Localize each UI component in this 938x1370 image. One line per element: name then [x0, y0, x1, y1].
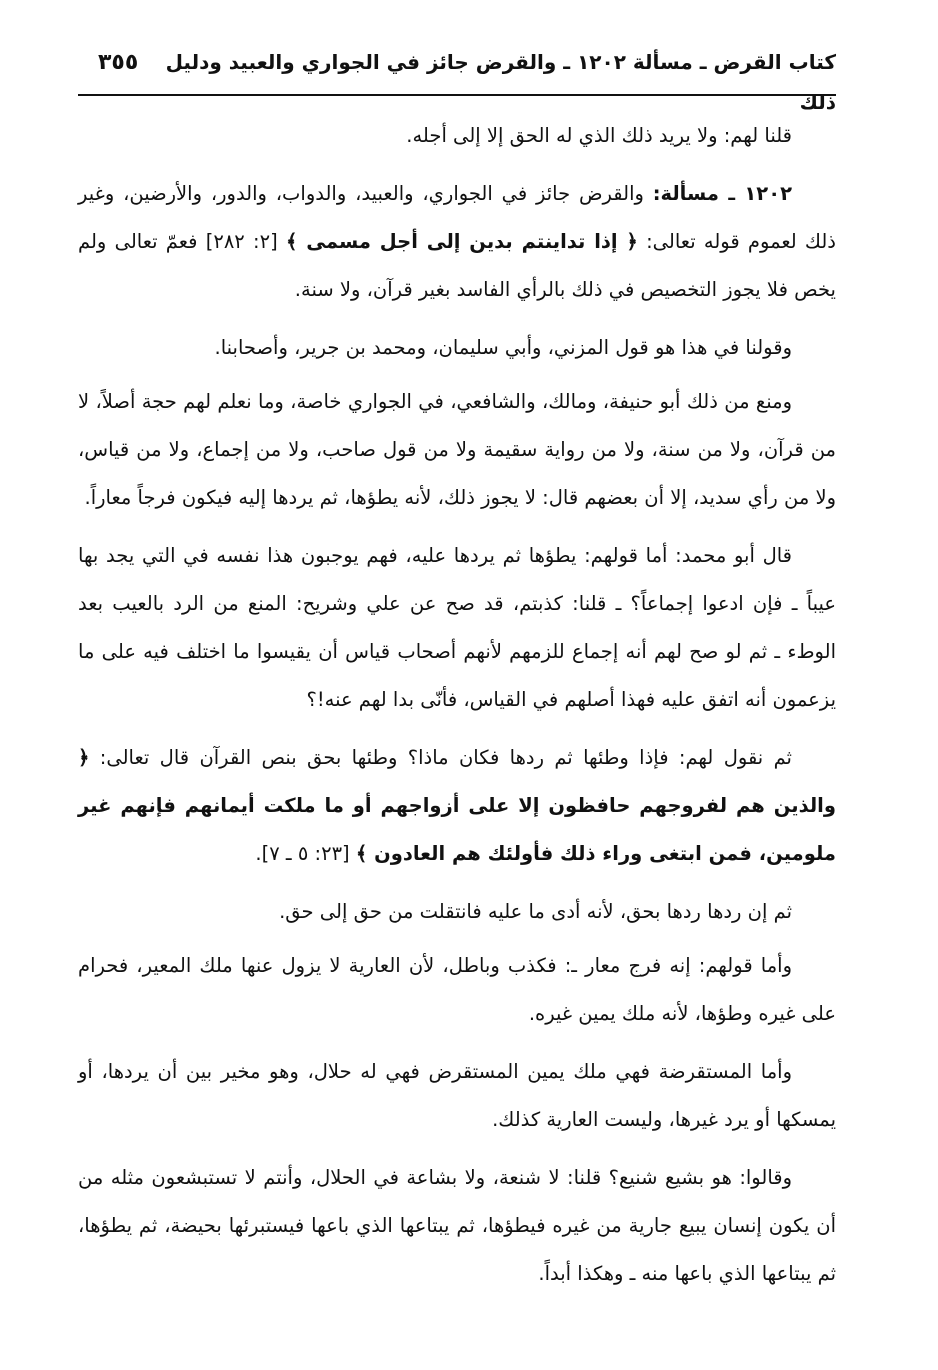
paragraph: ثم إن ردها ردها بحق، لأنه أدى ما عليه فانتقلت من حق إلى حق.	[279, 900, 792, 923]
quran-quote: ﴿ والذين هم لفروجهم حافظون إلا على أزواجهم أو ما ملكت أيمانهم فإنهم غير ملومين، فمن ابتغى وراء ذلك فأولئك هم العادون ﴾	[78, 746, 836, 865]
paragraph: ومنع من ذلك أبو حنيفة، ومالك، والشافعي، في الجواري خاصة، وما نعلم لهم حجة أصلاً، لا من قرآن، ولا من سنة، ولا من رواية سقيمة ولا من قول صاحب، ولا من إجماع، ولا من قياس، ولا من رأي سديد، إلا أن بعضهم قال: لا يجوز ذلك، لأنه يطؤها، ثم يردها إليه فيكون فرجاً معاراً.	[78, 390, 836, 509]
paragraph: قلنا لهم: ولا يريد ذلك الذي له الحق إلا إلى أجله.	[406, 124, 792, 147]
paragraph: وقولنا في هذا هو قول المزني، وأبي سليمان، ومحمد بن جرير، وأصحابنا.	[214, 336, 792, 359]
paragraph: وقالوا: هو بشيع شنيع؟ قلنا: لا شنعة، ولا بشاعة في الحلال، وأنتم لا تستبشعون مثله من أن يكون إنسان يبيع جارية من غيره فيطؤها، ثم يبتاعها الذي باعها فيستبرئها بحيضة، ثم يطؤها، ثم يبتاعها الذي باعها منه ـ وهكذا أبداً.	[78, 1166, 836, 1285]
paragraph: وأما قولهم: إنه فرج معار ـ: فكذب وباطل، لأن العارية لا يزول عنها ملك المعير، فحرام على غيره وطؤها، لأنه ملك يمين غيره.	[78, 954, 836, 1025]
paragraph: وأما المستقرضة فهي ملك يمين المستقرض فهي له حلال، وهو مخير بين أن يردها، أو يمسكها أو يرد غيرها، وليست العارية كذلك.	[78, 1060, 836, 1131]
paragraph: قال أبو محمد: أما قولهم: يطؤها ثم يردها عليه، فهم يوجبون هذا نفسه في التي يجد بها عيباً ـ فإن ادعوا إجماعاً؟ ـ قلنا: كذبتم، قد صح عن علي وشريح: المنع من الرد بالعيب بعد الوطء ـ ثم لو صح لهم أنه إجماع للزمهم لأنهم أصحاب قياس أن يقيسوا ما اختلف فيه على ما يزعمون أنه اتفق عليه فهذا أصلهم في القياس، فأنّى بدا لهم عنه!؟	[78, 544, 836, 711]
issue-label: ١٢٠٢ ـ مسألة:	[652, 182, 792, 205]
page-body	[78, 112, 836, 1298]
running-header	[78, 42, 836, 114]
header-title: كتاب القرض ـ مسألة ١٢٠٢ ـ والقرض جائز في الجواري والعبيد ودليل ذلك	[165, 50, 836, 114]
paragraph-issue-1202: ١٢٠٢ ـ مسألة: والقرض جائز في الجواري، والعبيد، والدواب، والدور، والأرضين، وغير ذلك لعموم قوله تعالى: ﴿ إذا تداينتم بدين إلى أجل مسمى ﴾ [٢: ٢٨٢] فعمّ تعالى ولم يخص فلا يجوز التخصيص في ذلك بالرأي الفاسد بغير قرآن، ولا سنة.	[78, 182, 836, 301]
paragraph: ثم نقول لهم: فإذا وطئها ثم ردها فكان ماذا؟ وطئها بحق بنص القرآن قال تعالى: ﴿ والذين هم لفروجهم حافظون إلا على أزواجهم أو ما ملكت أيمانهم فإنهم غير ملومين، فمن ابتغى وراء ذلك فأولئك هم العادون ﴾ [٢٣: ٥ ـ ٧].	[78, 746, 836, 865]
quran-quote: ﴿ إذا تداينتم بدين إلى أجل مسمى ﴾	[285, 230, 638, 253]
book-page	[78, 42, 836, 1304]
page-number: ٣٥٥	[98, 50, 139, 75]
